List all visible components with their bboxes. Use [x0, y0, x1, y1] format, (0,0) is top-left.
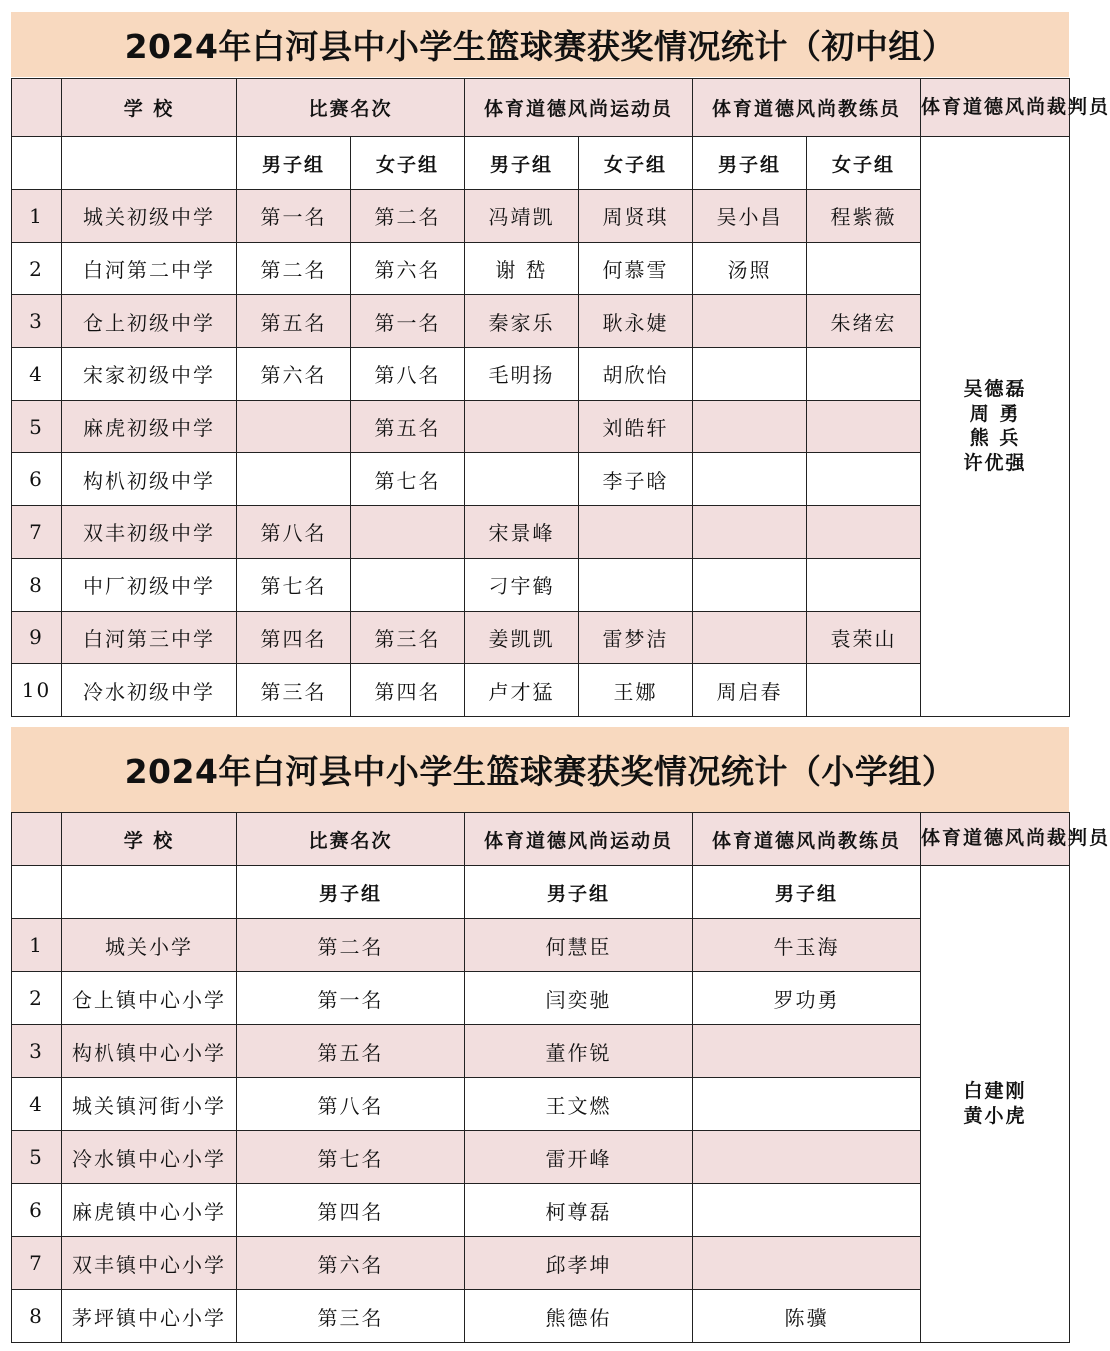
athlete-male: 雷开峰	[465, 1131, 693, 1184]
athlete-male: 闫奕驰	[465, 972, 693, 1025]
table-row	[12, 1290, 1070, 1343]
rank-male: 第六名	[237, 348, 351, 401]
referee-name: 吴德磊	[963, 378, 1027, 401]
primary-school-table	[11, 812, 1110, 1343]
athlete-female	[579, 506, 693, 559]
school-name: 茅坪镇中心小学	[62, 1290, 237, 1343]
coach-female-subheader: 女子组	[807, 137, 921, 190]
row-index: 1	[12, 190, 62, 243]
coach-male	[693, 295, 807, 348]
rank-male: 第二名	[237, 919, 465, 972]
row-index: 6	[12, 1184, 62, 1237]
rank-female: 第二名	[351, 190, 465, 243]
athlete-male-subheader: 男子组	[465, 137, 579, 190]
athlete-female: 何慕雪	[579, 242, 693, 295]
athlete-male: 姜凯凯	[465, 611, 579, 664]
coach-male	[693, 558, 807, 611]
athlete-male: 宋景峰	[465, 506, 579, 559]
coach-male	[693, 1025, 921, 1078]
row-index: 2	[12, 972, 62, 1025]
athlete-header: 体育道德风尚运动员	[465, 813, 693, 866]
row-index: 5	[12, 1131, 62, 1184]
athlete-male	[465, 453, 579, 506]
rank-female: 第一名	[351, 295, 465, 348]
coach-female	[807, 558, 921, 611]
school-name: 中厂初级中学	[62, 558, 237, 611]
coach-female	[807, 506, 921, 559]
school-name: 双丰镇中心小学	[62, 1237, 237, 1290]
table-row	[12, 972, 1070, 1025]
rank-male: 第八名	[237, 1078, 465, 1131]
athlete-female: 刘皓轩	[579, 400, 693, 453]
coach-male	[693, 400, 807, 453]
school-name: 冷水初级中学	[62, 664, 237, 717]
rank-male: 第七名	[237, 558, 351, 611]
table-row	[12, 664, 1070, 717]
row-index: 4	[12, 348, 62, 401]
athlete-female-subheader: 女子组	[579, 137, 693, 190]
rank-male	[237, 453, 351, 506]
school-name: 白河第三中学	[62, 611, 237, 664]
coach-male: 周启春	[693, 664, 807, 717]
school-name: 麻虎镇中心小学	[62, 1184, 237, 1237]
athlete-male: 卢才猛	[465, 664, 579, 717]
rank-male: 第一名	[237, 190, 351, 243]
table-row	[12, 1025, 1070, 1078]
athlete-male: 王文燃	[465, 1078, 693, 1131]
school-name: 城关初级中学	[62, 190, 237, 243]
table-row	[12, 611, 1070, 664]
rank-female: 第五名	[351, 400, 465, 453]
coach-female	[807, 348, 921, 401]
referee-header: 体育道德风尚裁判员	[921, 79, 1070, 137]
rank-male: 第七名	[237, 1131, 465, 1184]
rank-male-subheader: 男子组	[237, 866, 465, 919]
primary-school-title: 2024年白河县中小学生篮球赛获奖情况统计（小学组）	[11, 727, 1069, 812]
rank-header: 比赛名次	[237, 79, 465, 137]
athlete-female: 耿永婕	[579, 295, 693, 348]
table-row	[12, 558, 1070, 611]
coach-male	[693, 611, 807, 664]
row-index: 4	[12, 1078, 62, 1131]
index-subheader	[12, 866, 62, 919]
rank-female: 第三名	[351, 611, 465, 664]
table-row	[12, 453, 1070, 506]
athlete-female: 周贤琪	[579, 190, 693, 243]
referee-name: 周 勇	[969, 402, 1021, 425]
rank-female: 第六名	[351, 242, 465, 295]
coach-male-subheader: 男子组	[693, 866, 921, 919]
coach-male: 牛玉海	[693, 919, 921, 972]
rank-female: 第八名	[351, 348, 465, 401]
rank-male: 第三名	[237, 664, 351, 717]
referee-name: 熊 兵	[969, 427, 1021, 450]
rank-female-subheader: 女子组	[351, 137, 465, 190]
athlete-male-subheader: 男子组	[465, 866, 693, 919]
row-index: 2	[12, 242, 62, 295]
rank-female	[351, 506, 465, 559]
referee-name: 许优强	[963, 452, 1027, 475]
row-index: 3	[12, 295, 62, 348]
row-index: 8	[12, 1290, 62, 1343]
athlete-male: 谢 嵆	[465, 242, 579, 295]
rank-male: 第四名	[237, 611, 351, 664]
index-header	[12, 79, 62, 137]
row-index: 8	[12, 558, 62, 611]
athlete-male: 毛明扬	[465, 348, 579, 401]
coach-header: 体育道德风尚教练员	[693, 813, 921, 866]
rank-male: 第八名	[237, 506, 351, 559]
athlete-male: 秦家乐	[465, 295, 579, 348]
athlete-female: 王娜	[579, 664, 693, 717]
header-row	[12, 813, 1070, 866]
school-name: 构朳镇中心小学	[62, 1025, 237, 1078]
middle-school-title: 2024年白河县中小学生篮球赛获奖情况统计（初中组）	[11, 12, 1069, 77]
coach-female	[807, 242, 921, 295]
coach-male	[693, 1237, 921, 1290]
rank-male: 第二名	[237, 242, 351, 295]
row-index: 6	[12, 453, 62, 506]
coach-male-subheader: 男子组	[693, 137, 807, 190]
rank-male: 第三名	[237, 1290, 465, 1343]
athlete-male: 刁宇鹤	[465, 558, 579, 611]
coach-male: 吴小昌	[693, 190, 807, 243]
row-index: 9	[12, 611, 62, 664]
athlete-female: 雷梦洁	[579, 611, 693, 664]
row-index: 7	[12, 1237, 62, 1290]
table-row	[12, 295, 1070, 348]
school-name: 仓上镇中心小学	[62, 972, 237, 1025]
coach-female	[807, 453, 921, 506]
referee-name: 黄小虎	[963, 1105, 1027, 1127]
coach-male	[693, 1184, 921, 1237]
athlete-header: 体育道德风尚运动员	[465, 79, 693, 137]
athlete-male: 邱孝坤	[465, 1237, 693, 1290]
middle-school-table	[11, 78, 1110, 717]
rank-male	[237, 400, 351, 453]
table-row	[12, 400, 1070, 453]
middle-referees-cell	[921, 137, 1070, 717]
rank-male: 第五名	[237, 1025, 465, 1078]
coach-male: 陈骥	[693, 1290, 921, 1343]
rank-female	[351, 558, 465, 611]
school-name: 仓上初级中学	[62, 295, 237, 348]
table-row	[12, 1131, 1070, 1184]
school-name: 宋家初级中学	[62, 348, 237, 401]
table-row	[12, 1184, 1070, 1237]
school-subheader	[62, 137, 237, 190]
coach-female	[807, 664, 921, 717]
table-row	[12, 1078, 1070, 1131]
table-row	[12, 190, 1070, 243]
coach-male	[693, 1078, 921, 1131]
rank-header: 比赛名次	[237, 813, 465, 866]
primary-referees-cell	[921, 866, 1070, 1343]
athlete-male: 冯靖凯	[465, 190, 579, 243]
school-name: 白河第二中学	[62, 242, 237, 295]
athlete-male	[465, 400, 579, 453]
table-row	[12, 506, 1070, 559]
table-row	[12, 1237, 1070, 1290]
school-name: 城关小学	[62, 919, 237, 972]
rank-male: 第六名	[237, 1237, 465, 1290]
rank-male: 第五名	[237, 295, 351, 348]
coach-header: 体育道德风尚教练员	[693, 79, 921, 137]
athlete-male: 董作锐	[465, 1025, 693, 1078]
school-subheader	[62, 866, 237, 919]
school-header: 学 校	[62, 813, 237, 866]
athlete-female: 李子晗	[579, 453, 693, 506]
table-row	[12, 242, 1070, 295]
school-name: 冷水镇中心小学	[62, 1131, 237, 1184]
school-name: 麻虎初级中学	[62, 400, 237, 453]
table-row	[12, 348, 1070, 401]
row-index: 7	[12, 506, 62, 559]
referee-header: 体育道德风尚裁判员	[921, 813, 1070, 866]
rank-female: 第七名	[351, 453, 465, 506]
school-name: 城关镇河街小学	[62, 1078, 237, 1131]
subheader-row	[12, 866, 1070, 919]
coach-female	[807, 400, 921, 453]
rank-male: 第一名	[237, 972, 465, 1025]
coach-male: 汤照	[693, 242, 807, 295]
rank-female: 第四名	[351, 664, 465, 717]
athlete-female: 胡欣怡	[579, 348, 693, 401]
index-header	[12, 813, 62, 866]
index-subheader	[12, 137, 62, 190]
coach-female: 袁荣山	[807, 611, 921, 664]
athlete-female	[579, 558, 693, 611]
table-row	[12, 919, 1070, 972]
row-index: 5	[12, 400, 62, 453]
row-index: 10	[12, 664, 62, 717]
rank-male-subheader: 男子组	[237, 137, 351, 190]
coach-female: 朱绪宏	[807, 295, 921, 348]
coach-male: 罗功勇	[693, 972, 921, 1025]
coach-male	[693, 348, 807, 401]
school-name: 双丰初级中学	[62, 506, 237, 559]
row-index: 3	[12, 1025, 62, 1078]
school-name: 构朳初级中学	[62, 453, 237, 506]
athlete-male: 熊德佑	[465, 1290, 693, 1343]
athlete-male: 柯尊磊	[465, 1184, 693, 1237]
rank-male: 第四名	[237, 1184, 465, 1237]
school-header: 学 校	[62, 79, 237, 137]
athlete-male: 何慧臣	[465, 919, 693, 972]
coach-male	[693, 506, 807, 559]
referee-name: 白建刚	[963, 1080, 1027, 1103]
coach-female: 程紫薇	[807, 190, 921, 243]
subheader-row	[12, 137, 1070, 190]
header-row	[12, 79, 1070, 137]
row-index: 1	[12, 919, 62, 972]
coach-male	[693, 1131, 921, 1184]
coach-male	[693, 453, 807, 506]
